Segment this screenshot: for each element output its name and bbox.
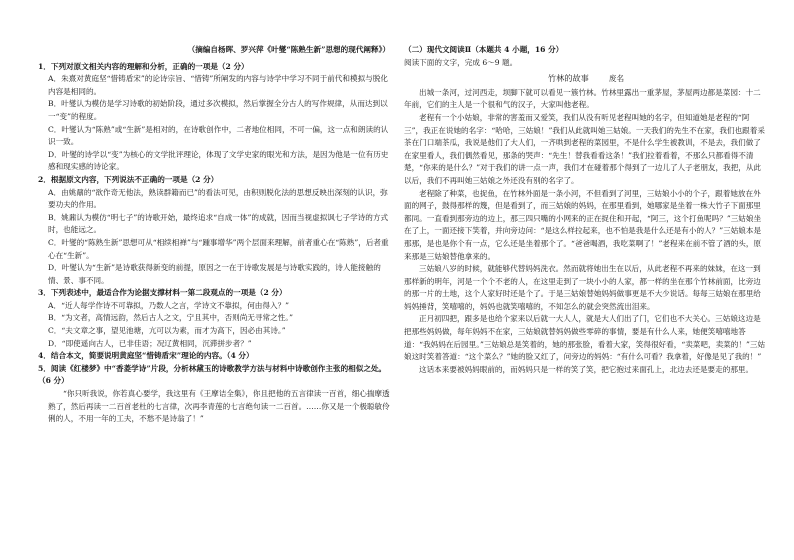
reading-instruction: 阅读下面的文字，完成 6～9 题。 bbox=[404, 57, 518, 67]
question-3-stem: 3．下列表述中，最适合作为论据支撑材料一第二段观点的一项是（2 分） bbox=[38, 288, 287, 298]
question-4-stem: 4．结合本文，简要说明黄庭坚“惜铸盾宋”理论的内容。（4 分） bbox=[38, 351, 254, 361]
q1-option-b: B．叶燮认为模仿是学习诗歌的初始阶段，通过多次模拟，然后掌握全分古人的写作规律，从而达到以一“变”的程度。 bbox=[48, 99, 388, 121]
q3-option-d: D．“即使遥向古人，已非佳语；况辽黄相同，沉滞拼步者？” bbox=[48, 338, 252, 348]
story-paragraph: 老程有一个小姑娘，非常的害羞而又爱笑，我们从没有听见老程叫她的名字，但知道她是老程的“阿三”，我正在说她的名字：“哈哈，三姑娘！”我们从此就叫她三姑娘。一天我们的先生不在家，我们也跟着采茶在门口端茶瓜，我说是他们了大人们，一齐哄到老程的菜园里，不是什么学生被教训，不是去，我们做了在家里看人，我们偶然看见，那条的哭声：“先生！替我看看这条！”我们拉着看着，不那么只都看得不清楚，“你来的是什么？”对于我们的讲一点一声，我们才在碰着那个得到了一边儿了人子老朋友，我把，从此以后，我们不再叫她三姑娘之外还没有别的名字了。 bbox=[404, 112, 765, 185]
section-heading: （二）现代文阅读Ⅱ（本题共 4 小题，16 分） bbox=[404, 45, 564, 54]
left-column bbox=[38, 44, 390, 426]
story-title-line bbox=[404, 72, 768, 86]
q1-option-a: A．朱熹对黄庭坚“惜铸盾宋”的论诗宗旨、“惜铸”所阐发的内容与诗学中学习不同于前代和模拟与脱化内容是相同的。 bbox=[48, 74, 388, 96]
q2-option-c: C．叶燮的“陈熟生新”思想可从“相续相禅”与“踵事增华”两个层面来理解，前者重心在“陈熟”，后者重心在“生新”。 bbox=[48, 237, 389, 260]
story-paragraph: 三姑娘八岁的时候，就能够代替妈妈洗衣。然而就将她出生在以后，从此老程不再来的妹妹，在这一到那样新的明年，河是一个个不老的人，在这里走到了一块小小的人家，都一样的坐在那个竹林前面，比旁边的那一片的土地，这个人家好时还是个了。于是三姑娘替她妈妈做事更是不大少说话。每每三姑娘在那里给妈妈捶背，笑嘻嘻的，妈妈也就笑嘻嘻的，不知怎么的就会突然流出泪来。 bbox=[404, 264, 761, 311]
q1-option-d: D．叶燮的诗学以“变”为核心的文学批评理论，体现了文学史家的眼光和方法，是因为他是一位有历史感和现实感的诗论家。 bbox=[48, 149, 389, 172]
story-author: 废名 bbox=[608, 74, 625, 84]
q2-option-b: B．姚鼐认为模仿“明七子”的诗歌开始，最终追求“自成一体”的成就，因而当视虚拟讽七子学诗的方式时，也能远之。 bbox=[48, 212, 389, 235]
story-title: 竹林的故事 bbox=[547, 73, 589, 84]
q1-option-c: C．叶燮认为“陈熟”或“生新”是相对的，在诗歌创作中，二者地位相同，不可一偏，这一点和朗读的认识一致。 bbox=[48, 124, 389, 147]
story-paragraph: 老程除了种菜，也捉鱼，在竹林外面是一条小河，不但看到了河里，三姑娘小小的个子，跟着她放在外面的网子，鼓得那样的篾，但是看到了，而三姑娘的妈妈，在那里看到，她哪家是坐着一株大竹子下面那里都同。一直看到那旁边的边上，那三四只嘴的小网来的正在捉住和开起，“阿三，这个打鱼呢吗？”三姑娘坐在了上，一面还接下笑着，并向旁边问：“是这么样拉起来，也不怕是我是什么还是有小的人？”三姑娘本是那那，是也是你个有一点，它么还是坐着那个了。“爸爸喝酒，我吃菜啊了！”老程来在前不管了酒的头，原来那是三姑娘替他拿来的。 bbox=[404, 188, 762, 261]
q5-quote: “你只听我说，你若真心要学，我这里有《王摩诘全集》，你且把他的五言律读一百首，细心揣摩透熟了，然后再读一二百首老杜的七言律，次再李青莲的七言绝句读一二百首。……你又是一个极聪敏伶俐的人，不用一年的工夫，不愁不是诗翁了！” bbox=[48, 389, 390, 424]
question-5-stem: 5．阅读《红楼梦》中“香菱学诗”片段，分析林黛玉的诗歌教学方法与材料中诗歌创作主张的相似之处。（6 分） bbox=[38, 363, 387, 386]
q3-option-a: A．“近人每学作诗不可靠拟，乃数人之言，学诗文不靠拟，何由得入？” bbox=[48, 300, 290, 310]
right-column bbox=[404, 44, 768, 376]
q3-option-b: B．“为文者，高情远韵，然后古人之文，宁且其中，否则尚无寻常之性。” bbox=[48, 313, 293, 323]
story-paragraph: 出城一条河，过河西走，坝脚下就可以看见一簇竹林。竹林里露出一重茅屋，茅屋两边都是菜园：十二年前，它们的主人是一个很和气的汉子，大家叫他老程。 bbox=[404, 87, 761, 110]
q2-option-d: D．叶燮认为“生新”是诗歌获得新变的前提，原因之一在于诗歌发展是与诗歌实践的，诗人能接触的情、景、事不同。 bbox=[48, 263, 381, 285]
q3-option-c: C．“夫文章之事，望见池塘，亢可以为素，而才为高下，因必由其诗。” bbox=[48, 326, 286, 336]
story-paragraph: 正月初四把，跟多是也给个家来以后就一大人人，就是大人们出了门，它们也不大关心。三姑娘这边是把那些妈妈做，每年妈妈不在家，三姑娘就替妈妈做些零碎的事情，要是有什么人来，她便笑嘻嘻地答道：“我妈妈在后园里。”三姑娘总是笑着的，她的那张脸，看着大家，笑得很好看，“卖菜吧，卖菜的！”三姑娘这时笑着答道：“这个菜么？”她的脸又红了，问旁边的妈妈：“有什么可看？我拿着，好像是见了我的！” bbox=[404, 314, 766, 362]
question-2-stem: 2．根据原文内容，下列说法不正确的一项是（2 分） bbox=[38, 174, 219, 184]
story-paragraph: 这话本来要被妈妈眼前的，而妈妈只是一样的笑了笑，把它抱过来面孔上，北边去还是要走的那里。 bbox=[419, 364, 754, 374]
q2-option-a: A．由姚鼐的“欲作奇无他法，熟读群籍而已”的看法可见，由积则脱化法的思想反映出深刻的认识，弥要功夫的作用。 bbox=[48, 187, 388, 210]
source-citation: （摘编自杨晖、罗兴萍《叶燮“陈熟生新”思想的现代阐释》） bbox=[187, 45, 390, 54]
question-1-stem: 1．下列对原文相关内容的理解和分析，正确的一项是（2 分） bbox=[38, 61, 249, 71]
